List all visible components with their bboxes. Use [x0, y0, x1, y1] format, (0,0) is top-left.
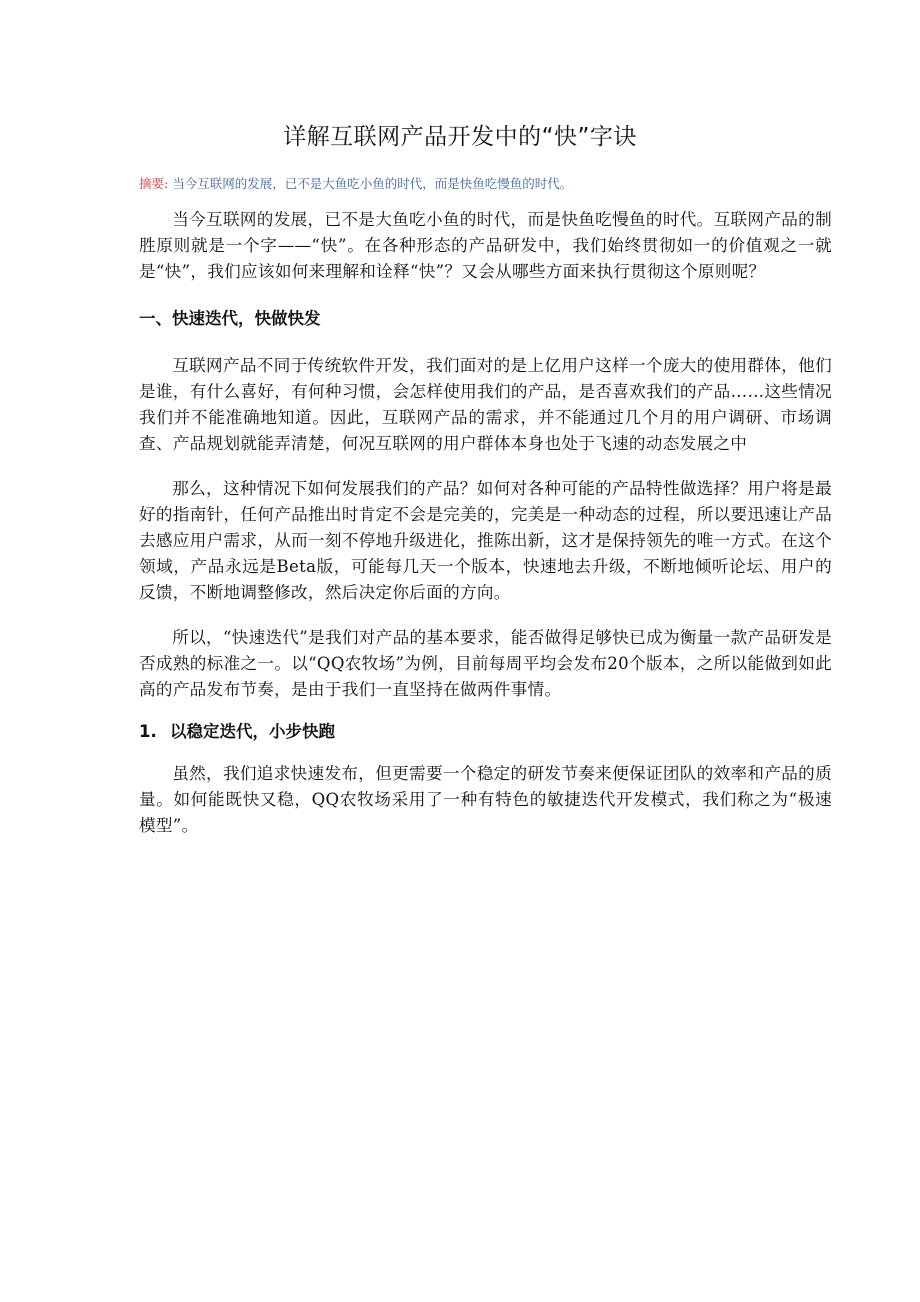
document-body — [139, 207, 832, 839]
paragraph: 虽然，我们追求快速发布，但更需要一个稳定的研发节奏来便保证团队的效率和产品的质量。如何能既快又稳，QQ农牧场采用了一种有特色的敏捷迭代开发模式，我们称之为“极速模型”。 — [139, 764, 832, 835]
subsection-number: 1. — [139, 722, 157, 741]
paragraph: 互联网产品不同于传统软件开发，我们面对的是上亿用户这样一个庞大的使用群体，他们是谁，有什么喜好，有何种习惯，会怎样使用我们的产品，是否喜欢我们的产品……这些情况我们并不能准确地知道。因此，互联网产品的需求，并不能通过几个月的用户调研、市场调查、产品规划就能弄清楚，何况互联网的用户群体本身也处于飞速的动态发展之中 — [139, 356, 832, 453]
section-heading: 一、快速迭代，快做快发 — [139, 309, 321, 328]
paragraph: 那么，这种情况下如何发展我们的产品？如何对各种可能的产品特性做选择？用户将是最好的指南针，任何产品推出时肯定不会是完美的，完美是一种动态的过程，所以要迅速让产品去感应用户需求，从而一刻不停地升级进化，推陈出新，这才是保持领先的唯一方式。在这个领域，产品永远是Beta版，可能每几天一个版本，快速地去升级，不断地倾听论坛、用户的反馈，不断地调整修改，然后决定你后面的方向。 — [139, 479, 832, 602]
subsection-heading — [139, 719, 832, 745]
abstract-label: 摘要: — [139, 176, 169, 191]
abstract-text: 当今互联网的发展，已不是大鱼吃小鱼的时代，而是快鱼吃慢鱼的时代。 — [172, 176, 573, 191]
subsection-title: 以稳定迭代，小步快跑 — [170, 722, 335, 741]
document-title: 详解互联网产品开发中的“快”字诀 — [283, 124, 637, 150]
paragraph: 所以，“快速迭代”是我们对产品的基本要求，能否做得足够快已成为衡量一款产品研发是否成熟的标准之一。以“QQ农牧场”为例，目前每周平均会发布20个版本，之所以能做到如此高的产品发布节奏，是由于我们一直坚持在做两件事情。 — [139, 628, 832, 699]
paragraph-intro: 当今互联网的发展，已不是大鱼吃小鱼的时代，而是快鱼吃慢鱼的时代。互联网产品的制胜原则就是一个字——“快”。在各种形态的产品研发中，我们始终贯彻如一的价值观之一就是“快”，我们应该如何来理解和诠释“快”？又会从哪些方面来执行贯彻这个原则呢？ — [139, 210, 832, 281]
abstract — [139, 175, 839, 193]
